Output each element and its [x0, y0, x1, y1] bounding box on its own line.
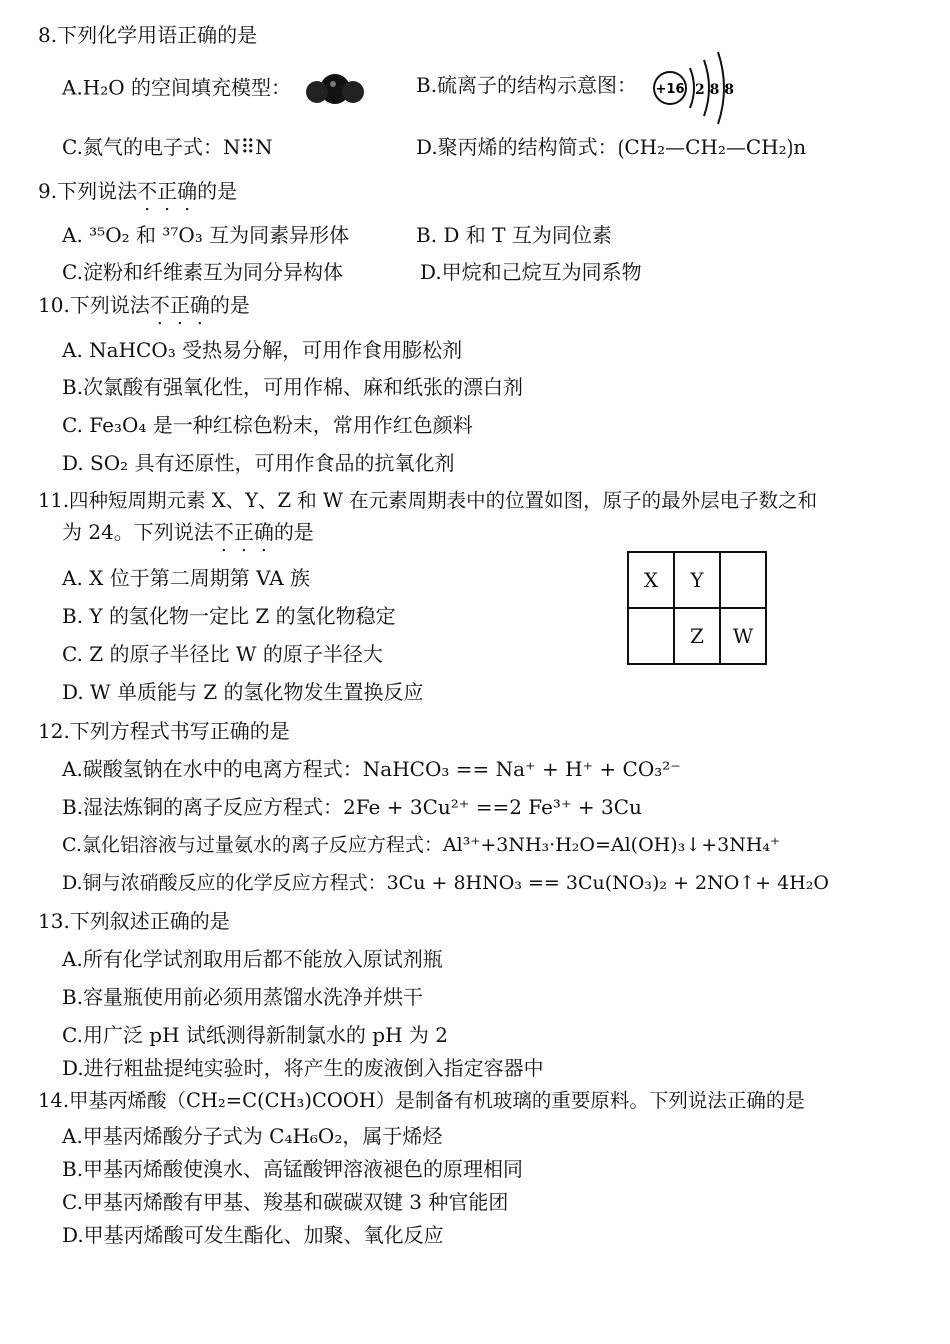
electron-shells: 2 8 8	[695, 82, 734, 98]
h2o-space-filling-model-icon	[303, 72, 367, 106]
q8-stem: 8.下列化学用语正确的是	[38, 23, 258, 47]
q10-stem	[38, 292, 250, 318]
cell-empty	[720, 552, 766, 608]
emphasis-char: 正	[233, 520, 254, 544]
q13-option-d: D.进行粗盐提纯实验时，将产生的废液倒入指定容器中	[62, 1056, 544, 1080]
q9-option-c: C.淀粉和纤维素互为同分异构体	[62, 260, 343, 284]
q11-option-d: D. W 单质能与 Z 的氢化物发生置换反应	[62, 680, 424, 704]
emphasis-char: 不	[137, 179, 158, 203]
q14-option-b: B.甲基丙烯酸使溴水、高锰酸钾溶液褪色的原理相同	[62, 1157, 524, 1181]
q10-stem-pre: 10.下列说法	[38, 293, 150, 317]
q12-stem: 12.下列方程式书写正确的是	[38, 719, 290, 743]
q9-stem-pre: 9.下列说法	[38, 179, 138, 203]
q10-option-c: C. Fe₃O₄ 是一种红棕色粉末，常用作红色颜料	[62, 413, 473, 437]
cell-z: Z	[674, 608, 720, 664]
q8-option-a	[62, 72, 367, 106]
q11-option-c: C. Z 的原子半径比 W 的原子半径大	[62, 642, 383, 666]
nucleus-charge: +16	[655, 82, 685, 97]
periodic-table-fragment	[627, 551, 767, 665]
q10-option-a: A. NaHCO₃ 受热易分解，可用作食用膨松剂	[62, 338, 463, 362]
q14-option-a: A.甲基丙烯酸分子式为 C₄H₆O₂，属于烯烃	[62, 1124, 443, 1148]
q13-stem: 13.下列叙述正确的是	[38, 909, 230, 933]
sulfide-ion-structure-diagram	[650, 46, 740, 130]
emphasis-char: 正	[157, 179, 178, 203]
q9-option-a: A. ³⁵O₂ 和 ³⁷O₃ 互为同素异形体	[62, 223, 350, 247]
q13-option-c: C.用广泛 pH 试纸测得新制氯水的 pH 为 2	[62, 1023, 448, 1047]
emphasis-char: 不	[213, 520, 234, 544]
cell-empty	[628, 608, 674, 664]
q8-option-d-text: D.聚丙烯的结构简式：	[416, 135, 618, 159]
emphasis-char: 正	[169, 293, 190, 317]
q10-option-d: D. SO₂ 具有还原性，可用作食品的抗氧化剂	[62, 451, 455, 475]
q11-stem-post: 的是	[273, 520, 314, 544]
q14-option-d: D.甲基丙烯酸可发生酯化、加聚、氧化反应	[62, 1223, 444, 1247]
q12-option-d: D.铜与浓硝酸反应的化学反应方程式：3Cu + 8HNO₃ == 3Cu(NO₃)₂ + 2NO↑+ 4H₂O	[62, 872, 829, 894]
q8-option-c: C.氮气的电子式：N⠿N	[62, 135, 273, 159]
emphasis-char: 确	[177, 179, 198, 203]
cell-w: W	[720, 608, 766, 664]
q9-stem	[38, 178, 237, 204]
q11-option-a: A. X 位于第二周期第 VA 族	[62, 566, 310, 590]
q12-option-b: B.湿法炼铜的离子反应方程式：2Fe + 3Cu²⁺ ==2 Fe³⁺ + 3Cu	[62, 795, 642, 819]
cell-x: X	[628, 552, 674, 608]
emphasis-char: 确	[253, 520, 274, 544]
q10-stem-post: 的是	[209, 293, 250, 317]
q13-option-a: A.所有化学试剂取用后都不能放入原试剂瓶	[62, 947, 443, 971]
q11-stem-line2	[62, 519, 314, 545]
q8-option-b-text: B.硫离子的结构示意图：	[416, 73, 638, 97]
q13-option-b: B.容量瓶使用前必须用蒸馏水洗净并烘干	[62, 985, 424, 1009]
q14-option-c: C.甲基丙烯酸有甲基、羧基和碳碳双键 3 种官能团	[62, 1190, 509, 1214]
q9-option-b: B. D 和 T 互为同位素	[416, 223, 612, 247]
q11-stem-pre: 为 24。下列说法	[62, 520, 214, 544]
q8-option-b	[416, 72, 637, 98]
q12-option-c: C.氯化铝溶液与过量氨水的离子反应方程式：Al³⁺+3NH₃·H₂O=Al(OH)₃↓+3NH₄⁺	[62, 834, 781, 856]
emphasis-char: 不	[149, 293, 170, 317]
cell-y: Y	[674, 552, 720, 608]
q8-option-a-text: A.H₂O 的空间填充模型：	[62, 75, 292, 100]
polypropylene-formula: ⟮CH₂—CH₂—CH₂⟯n	[617, 135, 807, 159]
q14-stem: 14.甲基丙烯酸（CH₂=C(CH₃)COOH）是制备有机玻璃的重要原料。下列说法正确的是	[38, 1089, 805, 1112]
q9-option-d: D.甲烷和己烷互为同系物	[420, 260, 642, 284]
q10-option-b: B.次氯酸有强氧化性，可用作棉、麻和纸张的漂白剂	[62, 375, 524, 399]
q12-option-a: A.碳酸氢钠在水中的电离方程式：NaHCO₃ == Na⁺ + H⁺ + CO₃²⁻	[62, 757, 681, 781]
q11-stem-line1: 11.四种短周期元素 X、Y、Z 和 W 在元素周期表中的位置如图，原子的最外层电子数之和	[38, 489, 818, 512]
q8-option-d	[416, 134, 806, 160]
q11-option-b: B. Y 的氢化物一定比 Z 的氢化物稳定	[62, 604, 396, 628]
emphasis-char: 确	[189, 293, 210, 317]
q9-stem-post: 的是	[197, 179, 238, 203]
